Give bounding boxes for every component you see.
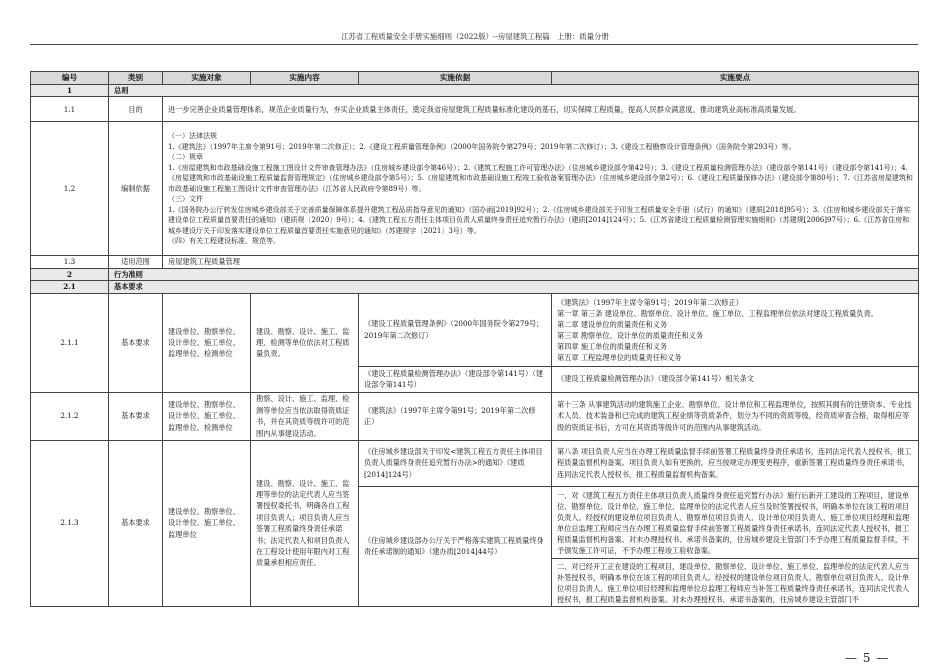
row-number: 2.1 [31, 281, 109, 293]
table-header-row [31, 72, 919, 85]
row-points: 第十三条 从事建筑活动的建筑施工企业、勘察单位、设计单位和工程监理单位，按照其拥有的注册资本、专业技术人员、技术装备和已完成的建筑工程业绩等资质条件，划分为不同的资质等级，经资质审查合格，取得相应等级的资质证书后，方可在其资质等级许可的范围内从事建筑活动。 [552, 392, 919, 440]
implementation-table [30, 71, 919, 607]
section-row [31, 281, 919, 293]
basis-line: （四）有关工程建设标准、规范等。 [168, 237, 280, 246]
row-category: 基本要求 [109, 440, 163, 606]
row-content: 建设、勘察、设计、施工、监理、检测等单位依法对工程质量负责。 [251, 293, 359, 392]
point-line: 《建筑法》（1997年主席令第91号；2019年第二次修正） [557, 297, 743, 307]
row-content: 建设、勘察、设计、施工、监理等单位的法定代表人应当签署授权委托书，明确各自工程项目负责人；项目负责人应当签署工程质量终身责任承诺书；法定代表人和项目负责人在工程设计使用年限内对工程质量承担相应责任。 [251, 440, 359, 606]
row-category: 基本要求 [109, 392, 163, 440]
row-basis: 《住房城乡建设部关于印发<建筑工程五方责任主体项目负责人质量终身责任追究暂行办法>的通知》（建质[2014]124号） [359, 440, 552, 486]
row-content: 勘察、设计、施工、监理、检测等单位应当依法取得资质证书，并在其资质等级许可的范围内从事建设活动。 [251, 392, 359, 440]
basis-line: （二）规章 [168, 153, 203, 162]
row-number: 2.1.1 [31, 293, 109, 392]
point-line: 第一章 第三条 建设单位、勘察单位、设计单位、施工单位、工程监理单位依法对建设工程质量负责。 [557, 308, 878, 318]
table-row [31, 440, 919, 486]
row-basis: 《建设工程质量检测管理办法》（建设部令第141号）（建设部令第141号） [359, 366, 552, 392]
basis-list [163, 122, 919, 256]
basis-line: （一）法律法规 [168, 132, 217, 141]
point-paragraph: 二、对已经开工正在建设的工程项目，建设单位、勘察单位、设计单位、施工单位、监理单位的法定代表人应当补签授权书，明确本单位在该工程的项目负责人。经授权的建设单位项目负责人、勘察单位项目负责人、设计单位项目负责人、施工单位项目经理和监理单位总监理工程师应当补签工程质量终身责任承诺书，连同法定代表人授权书，报工程质量监督机构备案。对未办理授权书、承诺书备案的，住房城乡建设主管部门不 [557, 561, 910, 604]
basis-line: （三）文件 [168, 195, 203, 204]
row-target: 建设单位、勘察单位、设计单位、施工单位、监理单位、检测单位 [163, 392, 251, 440]
point-line: 第三章 勘察单位、设计单位的质量责任和义务 [557, 330, 704, 340]
section-title: 基本要求 [109, 281, 919, 293]
scope-text: 房屋建筑工程质量管理 [163, 256, 919, 268]
purpose-text: 进一步完善企业质量管理体系，规范企业质量行为，夯实企业质量主体责任，奠定我省房屋建筑工程质量标准化建设的基石，切实保障工程质量，提高人民群众满意度，推动建筑业高标准高质量发展。 [168, 104, 801, 114]
table-row [31, 392, 919, 440]
basis-line: 1.《房屋建筑和市政基础设施工程施工图设计文件审查管理办法》（住房城乡建设部令第46号）；2.《建筑工程施工许可管理办法》（住房城乡建设部令第42号）；3.《建设工程质量检测管理办法》（建设部令第141号）（建设部令第141号）；4.《房屋建筑和市政基础设施工程质量监督管理规定》（住房城乡建设部令第5号）；5.《房屋建筑和市政基础设施工程竣工验收备案管理办法》（住房城乡建设部令第2号）；6.《建设工程质量保修办法》（建设部令第80号）；7.《江苏省房屋建筑和市政基础设施工程施工图设计文件审查管理办法》（江苏省人民政府令第89号）等。 [168, 163, 913, 193]
row-number: 1.1 [31, 97, 109, 122]
point-paragraph: 一、对《建筑工程五方责任主体项目负责人质量终身责任追究暂行办法》施行后新开工建设的工程项目，建设单位、勘察单位、设计单位、施工单位、监理单位的法定代表人应当及时签署授权书，明确本单位在该工程的项目负责人。经授权的建设单位项目负责人、勘察单位项目负责人、设计单位项目负责人、施工单位项目经理和监理单位总监理工程师应当在办理工程质量监督手续前签署工程质量终身责任承诺书，连同法定代表人授权书，报工程质量监督机构备案。对未办理授权书、承诺书备案的，住房城乡建设主管部门不予办理工程质量监督手续，不予颁发施工许可证，不予办理工程竣工验收备案。 [552, 490, 918, 559]
row-text [163, 97, 919, 122]
row-number: 2 [31, 268, 109, 280]
row-category: 目的 [109, 97, 163, 122]
point-line: 第二章 建设单位的质量责任和义务 [557, 319, 668, 329]
row-points [552, 293, 919, 366]
page-number: — 5 — [845, 651, 890, 665]
row-category: 适用范围 [109, 256, 163, 268]
column-header: 实施要点 [552, 72, 919, 85]
row-basis: 《建筑法》（1997年主席令第91号；2019年第二次修正） [359, 392, 552, 440]
point-line: 第五章 工程监理单位的质量责任和义务 [557, 352, 682, 362]
section-row [31, 268, 919, 280]
row-number: 2.1.2 [31, 392, 109, 440]
row-points: 《建设工程质量检测管理办法》（建设部令第141号）相关条文 [552, 366, 919, 392]
basis-line: 1.《国务院办公厅转发住房城乡建设部关于完善质量保障体系提升建筑工程品质指导意见的通知》（国办函[2019]92号）；2.《住房城乡建设部关于印发工程质量安全手册（试行）的通知》（建质[2018]95号）；3.《住房和城乡建设部关于落实建设单位工程质量首要责任的通知》（建质规〔2020〕9号）；4.《建筑工程五方责任主体项目负责人质量终身责任追究暂行办法》（建质[2014]124号）；5.《江苏省建设工程质量检测管理实施细则》（苏建规[2006]97号）；6.《江苏省住房和城乡建设厅关于印发落实建设单位工程质量首要责任实施意见的通知》（苏建规字〔2021〕3号）等。 [168, 205, 911, 235]
table-row [31, 122, 919, 256]
table-row [31, 256, 919, 268]
table-row [31, 97, 919, 122]
section-title: 行为准则 [109, 268, 919, 280]
row-basis: 《建设工程质量管理条例》（2000年国务院令第279号；2019年第二次修订） [359, 293, 552, 366]
column-header: 实施对象 [163, 72, 251, 85]
row-target: 建设单位、勘察单位、设计单位、施工单位、监理单位、检测单位 [163, 293, 251, 392]
row-points [552, 486, 919, 606]
column-header: 实施依据 [359, 72, 552, 85]
row-points: 第八条 项目负责人应当在办理工程质量监督手续前签署工程质量终身责任承诺书，连同法定代表人授权书，报工程质量监督机构备案。项目负责人如有更换的，应当按规定办理变更程序，重新签署工程质量终身责任承诺书，连同法定代表人授权书，报工程质量监督机构备案。 [552, 440, 919, 486]
header-rule [30, 44, 918, 45]
row-number: 1.2 [31, 122, 109, 256]
page-header: 江苏省工程质量安全手册实施细则（2022版）--房屋建筑工程篇 上册：质量分册 [341, 32, 609, 41]
column-header: 类别 [109, 72, 163, 85]
table-row [31, 293, 919, 366]
section-row [31, 85, 919, 97]
row-category: 基本要求 [109, 293, 163, 392]
row-category: 编制依据 [109, 122, 163, 256]
row-basis: 《住房城乡建设部办公厅关于严格落实建筑工程质量终身责任承诺制的通知》（建办质[2014]44号） [359, 486, 552, 606]
section-title: 总则 [109, 85, 919, 97]
column-header: 实施内容 [251, 72, 359, 85]
row-number: 1 [31, 85, 109, 97]
row-number: 1.3 [31, 256, 109, 268]
point-line: 第四章 施工单位的质量责任和义务 [557, 341, 668, 351]
column-header: 编号 [31, 72, 109, 85]
row-number: 2.1.3 [31, 440, 109, 606]
row-target: 建设单位、勘察单位、设计单位、施工单位、监理单位 [163, 440, 251, 606]
basis-line: 1.《建筑法》（1997年主席令第91号；2019年第二次修正）；2.《建设工程质量管理条例》（2000年国务院令第279号；2019年第二次修订）；3.《建设工程勘察设计管理条例》（国务院令第293号）等。 [168, 142, 796, 151]
